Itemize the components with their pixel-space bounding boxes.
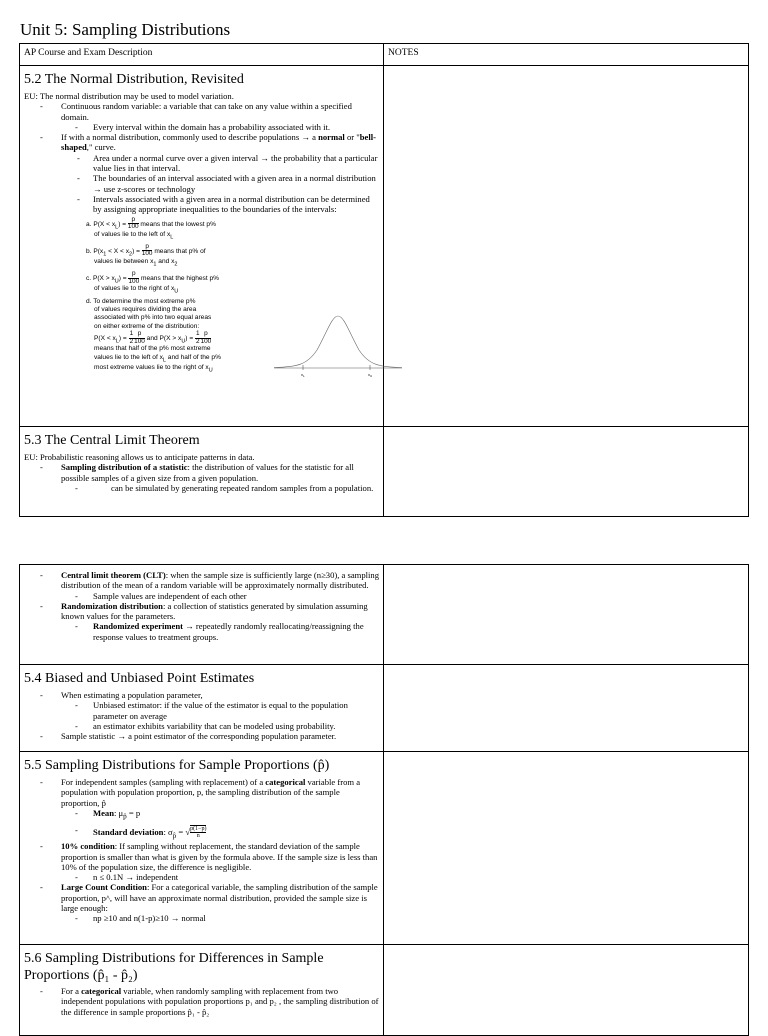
notes-cell[interactable] [384,565,749,665]
section-5-6-content [20,945,383,1021]
page-title: Unit 5: Sampling Distributions [20,20,231,39]
section-row-5-3 [20,427,749,517]
list-item: - Unbiased estimator: if the value of the estimator is equal to the population parameter on average [61,700,379,721]
list-item: - When estimating a population parameter, - Unbiased estimator: if the value of the estimator is equal to the population parameter on average - an estimator exhibits variability that can be modeled using probability. [24,690,379,731]
curve-label-left: $x_L$ [301,371,305,378]
list-item: - For independent samples (sampling with replacement) of a categorical variable from a population with population proportion, p, the sampling distribution of the sample proportion, p̂ - Mean: $\mu_{p̂} = p$ - Standard deviation: $\sigma_{p̂}$ = √ $\frac{p(1-p)}{n}$ [24,777,379,841]
section-title: 5.6 Sampling Distributions for Differences in Sample Proportions (p̂₁ - p̂₂) [24,951,324,983]
notes-cell[interactable] [384,665,749,752]
bell-curve [274,316,402,368]
list-item: - Area under a normal curve over a given interval → the probability that a particular value lies in that interval. [61,153,379,174]
notes-cell[interactable] [384,427,749,517]
list-item: - Every interval within the domain has a probability associated with it. [61,122,379,132]
section-5-4-content [20,665,383,745]
header-row [20,44,749,66]
course-table-2 [19,564,749,1036]
list-item: - Mean: $\mu_{p̂} = p$ [61,808,379,822]
course-table-1 [19,43,749,517]
section-title: 5.2 The Normal Distribution, Revisited [24,72,244,87]
inequality-a: a. $P(X < x_L)$ = $\frac{p}{100}$ means that the lowest p% of values lie to the left of $x_L$ [86,215,216,241]
list-item: - n ≤ 0.1N → independent [61,872,379,882]
list-item: - Continuous random variable: a variable that can take on any value within a specified domain. - Every interval within the domain has a probability associated with it. [24,101,379,132]
list-item: - Intervals associated with a given area in a normal distribution can be determined by assigning appropriate inequalities to the boundaries of the intervals: [61,194,379,215]
clt-content [20,565,383,646]
section-title: 5.4 Biased and Unbiased Point Estimates [24,671,255,686]
header-notes: NOTES [384,44,749,66]
inequality-b: b. $P(x_1 < X < x_2)$ = $\frac{p}{100}$ means that p% of values lie between $x_1$ and $x_2$ [86,242,206,268]
list-item: - Randomized experiment → repeatedly randomly reallocating/reassigning the response values to treatment groups. [61,621,379,642]
list-item: - Sample statistic → a point estimator of the corresponding population parameter. [24,731,379,741]
list-item: - If with a normal distribution, commonly used to describe populations → a normal or "bell-shaped," curve. - Area under a normal curve over a given interval → the probability that a particular value lies in that interval. - The boundaries of an interval associated with a given area in a normal distribution → use z-scores or technology - Intervals associated with a given area in a normal distribution can be determined by assigning appropriate inequalities to the boundaries of the intervals: [24,132,379,214]
list-item: - 10% condition: If sampling without replacement, the standard deviation of the sample proportion is smaller than what is given by the formula above. If the sample size is less than 10% of the population size, the difference is negligible. - n ≤ 0.1N → independent [24,841,379,882]
inequality-list [86,217,379,382]
normal-curve-diagram [272,310,404,378]
section-row-5-2 [20,66,749,427]
section-row-clt [20,565,749,665]
notes-cell[interactable] [384,945,749,1036]
list-item: - np ≥10 and n(1-p)≥10 → normal [61,913,379,923]
list-item: - Standard deviation: $\sigma_{p̂}$ = √ $\frac{p(1-p)}{n}$ [61,825,379,841]
inequality-c: c. $P(X > x_U)$ = $\frac{p}{100}$ means that the highest p% of values lie to the right of $x_U$ [86,269,220,295]
notes-cell[interactable] [384,66,749,427]
list-item: - Sampling distribution of a statistic: the distribution of values for the statistic for all possible samples of a given size from a given population. - can be simulated by generating repeated random samples from a population. [24,462,379,493]
list-item: - Central limit theorem (CLT): when the sample size is sufficiently large (n≥30), a sampling distribution of the mean of a random variable will be approximately normally distributed. - Sample values are independent of each other [24,570,379,601]
section-title: 5.3 The Central Limit Theorem [24,433,200,448]
section-5-3-content [20,427,383,497]
list-item: - can be simulated by generating repeated random samples from a population. [61,483,379,493]
section-row-5-4 [20,665,749,752]
list-item: - For a categorical variable, when randomly sampling with replacement from two independent populations with population proportions p₁ and p₂ , the sampling distribution of the difference in sample proportions p̂₁ - p̂₂ [24,986,379,1017]
list-item: - Sample values are independent of each other [61,591,379,601]
notes-cell[interactable] [384,752,749,945]
inequality-d: d. To determine the most extreme p% of values requires dividing the area associated with p% into two equal areas on either extreme of the distribution: $P(X < x_L)$ = $\frac{1}{2}$ $\frac{p}{100}$ and $P(X > x_U)$ = $\frac{1}{2}$ $\frac{p}{100}$ means that half of the p% most extreme values lie to the left of $x_L$ and half of the p% most extreme values lie to the right of $x_U$ $x_L$ $x_U$ [86,298,379,382]
section-row-5-5 [20,752,749,945]
section-5-5-content [20,752,383,928]
section-5-2-content [20,66,383,388]
list-item: - Large Count Condition: For a categorical variable, the sampling distribution of the sample proportion, p^, will have an approximate normal distribution, provided the sample size is large enough: - np ≥10 and n(1-p)≥10 → normal [24,882,379,923]
section-row-5-6 [20,945,749,1036]
list-item: - Randomization distribution: a collection of statistics generated by simulation assuming known values for the parameters. - Randomized experiment → repeatedly randomly reallocating/reassigning the response values to treatment groups. [24,601,379,642]
header-course-description: AP Course and Exam Description [20,44,384,66]
list-item: - an estimator exhibits variability that can be modeled using probability. [61,721,379,731]
enduring-understanding: EU: Probabilistic reasoning allows us to anticipate patterns in data. [24,452,255,462]
list-item: - The boundaries of an interval associated with a given area in a normal distribution → use z-scores or technology [61,173,379,194]
enduring-understanding: EU: The normal distribution may be used to model variation. [24,91,234,101]
curve-label-right: $x_U$ [368,371,373,378]
section-title: 5.5 Sampling Distributions for Sample Proportions (p̂) [24,758,330,773]
